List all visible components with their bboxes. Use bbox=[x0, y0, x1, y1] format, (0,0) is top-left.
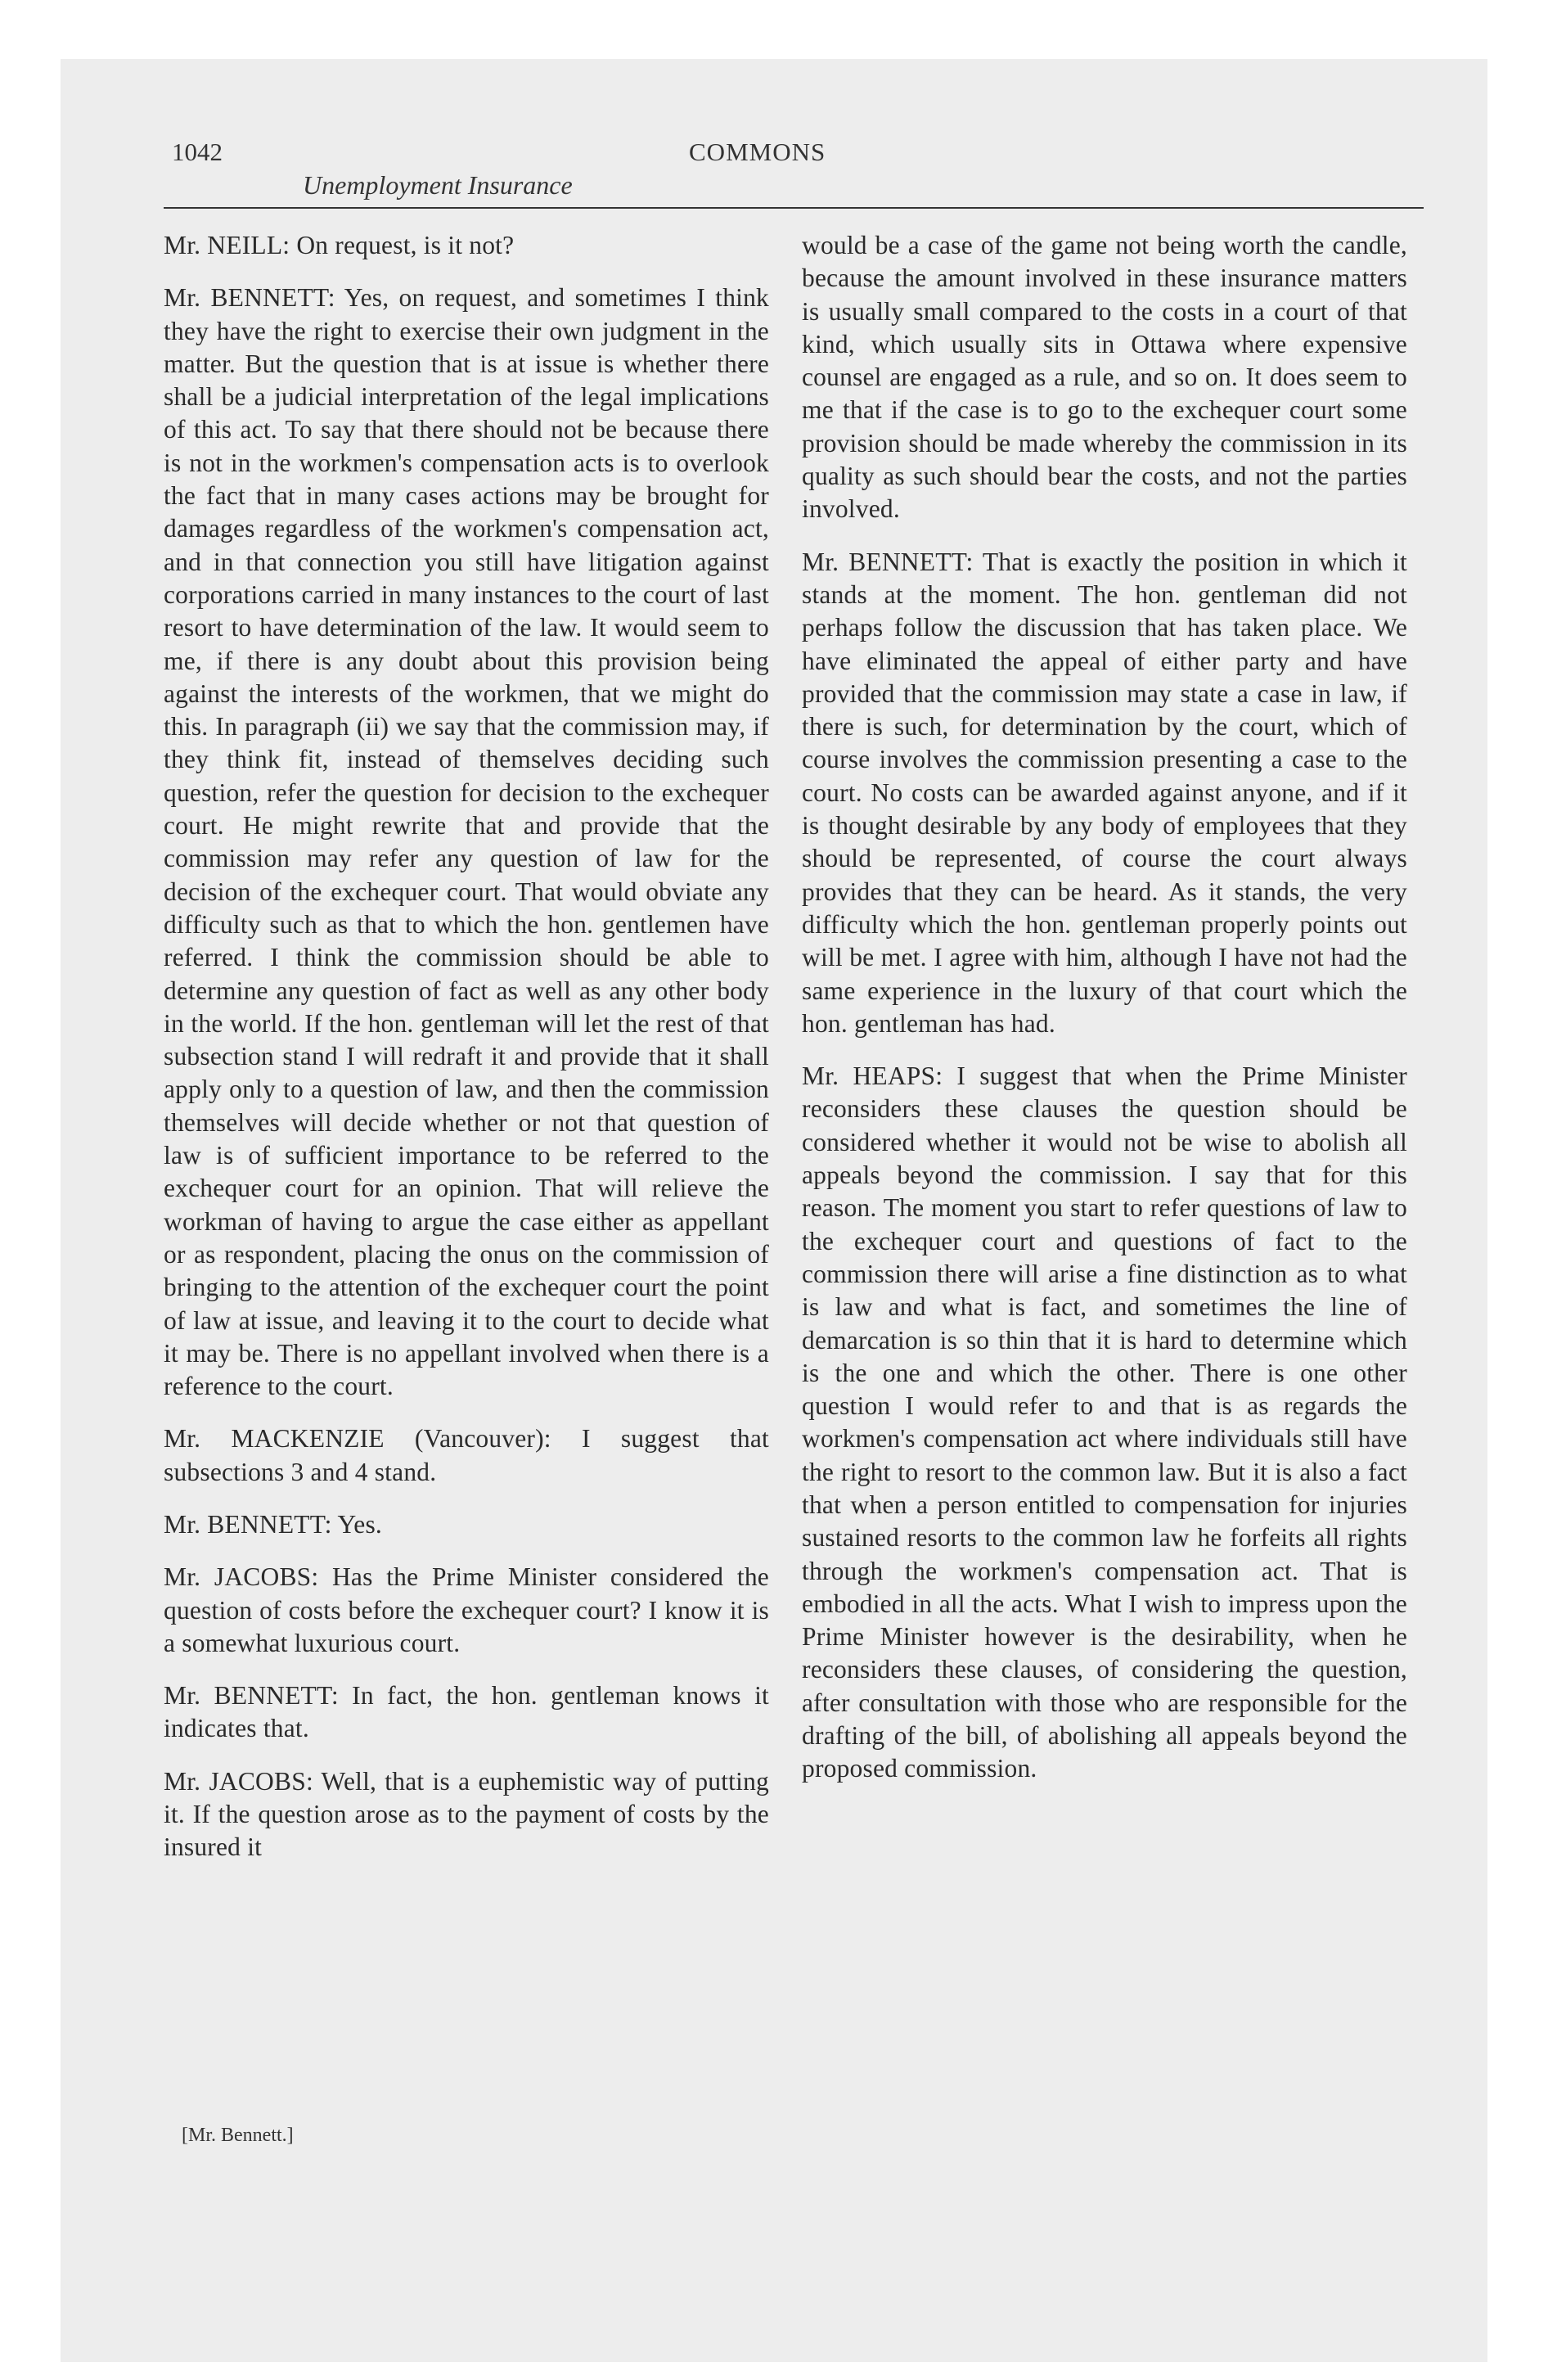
paragraph bbox=[164, 1679, 769, 1746]
speaker-name: Mr. NEILL: bbox=[164, 231, 290, 259]
journal-title: COMMONS bbox=[689, 137, 826, 166]
speech-text: Yes. bbox=[337, 1509, 382, 1539]
paragraph bbox=[802, 546, 1407, 1040]
speech-text: In fact, the hon. gentleman knows it indicates that. bbox=[164, 1681, 769, 1743]
speaker-name: Mr. BENNETT: bbox=[164, 1681, 339, 1711]
speaker-name: Mr. MACKENZIE (Vancouver): bbox=[164, 1424, 551, 1454]
speech-text: Yes, on request, and sometimes I think they have the right to exercise their own judgment in the matter. But the question that is at issue is whether there shall be a judicial interpretation of the legal implications of this act. To say that there should not be because there is not in the workmen's compensation acts is to overlook the fact that in many cases actions may be brought for damages regardless of the workmen's compensation act, and in that connection you still have litigation against corporations carried in many instances to the court of last resort to have determination of the law. It would seem to me, if there is any doubt about this provision being against the interests of the workmen, that we might do this. In paragraph (ii) we say that the commission may, if they think fit, instead of themselves deciding such question, refer the question for decision to the exchequer court. He might rewrite that and provide that the commission may refer any question of law for the decision of the exchequer court. That would obviate any difficulty such as that to which the hon. gentlemen have referred. I think the commission should be able to determine any question of fact as well as any other body in the world. If the hon. gentleman will let the rest of that subsection stand I will redraft it and provide that it shall apply only to a question of law, and then the commission themselves will decide whether or not that question of law is of sufficient importance to be referred to the exchequer court for an opinion. That will relieve the workman of having to argue the case either as appellant or as respondent, placing the onus on the commission of bringing to the attention of the exchequer court the point of law at issue, and leaving it to the court to decide what it may be. There is no appellant involved when there is a reference to the court. bbox=[164, 283, 770, 1401]
paragraph bbox=[164, 229, 769, 262]
paragraph bbox=[164, 1561, 769, 1660]
page-number: 1042 bbox=[172, 137, 223, 166]
paragraph bbox=[164, 1765, 769, 1864]
speaker-name: Mr. BENNETT: bbox=[164, 283, 335, 313]
speech-text: On request, is it not? bbox=[296, 231, 515, 259]
paragraph bbox=[164, 282, 769, 1403]
speaker-name: Mr. HEAPS: bbox=[802, 1062, 943, 1091]
left-column bbox=[164, 229, 769, 1884]
paragraph bbox=[802, 229, 1407, 526]
footer-speaker-note: [Mr. Bennett.] bbox=[182, 2125, 294, 2146]
speaker-name: Mr. JACOBS: bbox=[164, 1562, 319, 1592]
speech-text: I suggest that subsections 3 and 4 stand. bbox=[164, 1424, 770, 1486]
speaker-name: Mr. JACOBS: bbox=[164, 1766, 313, 1796]
paragraph bbox=[164, 1508, 769, 1541]
section-title: Unemployment Insurance bbox=[303, 170, 573, 200]
speaker-name: Mr. BENNETT: bbox=[802, 547, 974, 576]
paragraph bbox=[164, 1422, 769, 1489]
paragraph bbox=[802, 1060, 1407, 1786]
speech-text: Well, that is a euphemistic way of putting it. If the question arose as to the payment of costs by the insured it bbox=[164, 1766, 769, 1862]
speaker-name: Mr. BENNETT: bbox=[164, 1509, 332, 1539]
speech-text: That is exactly the position in which it stands at the moment. The hon. gentleman did not perhaps follow the discussion that has taken place. We have eliminated the appeal of either party and have provided that the commission may state a case in law, if there is such, for determination by the court, which of course involves the commission presenting a case to the court. No costs can be awarded against anyone, and if it is thought desirable by any body of employees that they should be represented, of course the court always provides that they can be heard. As it stands, the very difficulty which the hon. gentleman properly points out will be met. I agree with him, although I have not had the same experience in the luxury of that court which the hon. gentleman has had. bbox=[802, 547, 1407, 1038]
right-column bbox=[802, 229, 1407, 1805]
header-rule bbox=[164, 207, 1424, 209]
speech-text: Has the Prime Minister considered the question of costs before the exchequer court? I know it is a somewhat luxurious court. bbox=[164, 1562, 769, 1657]
speech-text: would be a case of the game not being worth the candle, because the amount involved in these insurance matters is usually small compared to the costs in a court of that kind, which usually sits in Ottawa where expensive counsel are engaged as a rule, and so on. It does seem to me that if the case is to go to the exchequer court some provision should be made whereby the commission in its quality as such should bear the costs, and not the parties involved. bbox=[802, 231, 1407, 524]
speech-text: I suggest that when the Prime Minister reconsiders these clauses the question should be considered whether it would not be wise to abolish all appeals beyond the commission. I say that for this reason. The moment you start to refer questions of law to the exchequer court and questions of fact to the commission there will arise a fine distinction as to what is law and what is fact, and sometimes the line of demarcation is so thin that it is hard to determine which is the one and which the other. There is one other question I would refer to and that is as regards the workmen's compensation act where individuals still have the right to resort to the common law. But it is also a fact that when a person entitled to compensation for injuries sustained resorts to the common law he forfeits all rights through the workmen's compensation act. That is embodied in all the acts. What I wish to impress upon the Prime Minister however is the desirability, when he reconsiders these clauses, of considering the question, after consultation with those who are responsible for the drafting of the bill, of abolishing all appeals beyond the proposed commission. bbox=[802, 1062, 1407, 1783]
